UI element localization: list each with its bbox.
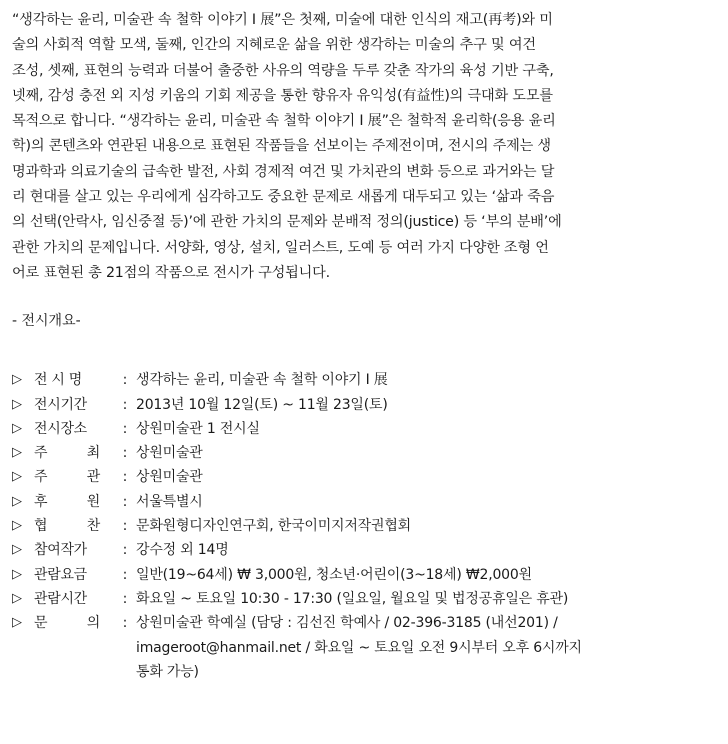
intro-line: 명과학과 의료기술의 급속한 발전, 사회 경제적 여건 및 가치관의 변화 등으로 과거와는 달 <box>12 163 555 180</box>
info-value: 일반(19~64세) ₩ 3,000원, 청소년·어린이(3~18세) ₩2,000원 <box>136 566 532 583</box>
intro-line: 넷째, 감성 충전 외 지성 키움의 기회 제공을 통한 향유자 유익성(有益性)의 극대화 도모를 <box>12 87 553 104</box>
info-row-artists <box>12 538 716 562</box>
info-label: 관람시간 <box>34 590 87 607</box>
intro-paragraph <box>12 8 716 286</box>
info-colon: : <box>122 372 128 389</box>
triangle-bullet-icon: ▷ <box>12 469 22 485</box>
info-colon: : <box>122 566 128 583</box>
triangle-bullet-icon: ▷ <box>12 542 22 558</box>
intro-line: 리 현대를 살고 있는 우리에게 심각하고도 중요한 문제로 새롭게 대두되고 있는 ‘삶과 죽음 <box>12 189 555 206</box>
info-row-contact <box>12 611 716 684</box>
info-value: 생각하는 윤리, 미술관 속 철학 이야기 I 展 <box>136 372 388 389</box>
triangle-bullet-icon: ▷ <box>12 396 22 412</box>
info-colon: : <box>122 590 128 607</box>
info-value: 강수정 외 14명 <box>136 542 229 559</box>
info-row-hours <box>12 587 716 611</box>
info-value <box>136 611 716 684</box>
info-colon: : <box>122 469 128 486</box>
intro-line: 조성, 셋째, 표현의 능력과 더불어 출중한 사유의 역량을 두루 갖춘 작가의 육성 기반 구축, <box>12 62 554 79</box>
triangle-bullet-icon: ▷ <box>12 420 22 436</box>
info-colon: : <box>122 420 128 437</box>
contact-line: 상원미술관 학예실 (담당 : 김선진 학예사 / 02-396-3185 (내선201) / <box>136 615 558 632</box>
info-row-organizer <box>12 465 716 489</box>
info-label: 전시장소 <box>34 420 87 437</box>
triangle-bullet-icon: ▷ <box>12 615 22 631</box>
info-colon: : <box>122 542 128 559</box>
info-label: 전 시 명 <box>34 372 82 389</box>
info-row-fee <box>12 563 716 587</box>
info-value: 서울특별시 <box>136 493 203 510</box>
intro-line: 목적으로 합니다. “생각하는 윤리, 미술관 속 철학 이야기 I 展”은 철학적 윤리학(응용 윤리 <box>12 113 556 130</box>
info-colon: : <box>122 445 128 462</box>
intro-line: “생각하는 윤리, 미술관 속 철학 이야기 I 展”은 첫째, 미술에 대한 인식의 재고(再考)와 미 <box>12 12 553 28</box>
info-colon: : <box>122 396 128 413</box>
info-value: 상원미술관 <box>136 469 203 486</box>
info-label: 전시기간 <box>34 396 87 413</box>
intro-line: 학)의 콘텐츠와 연관된 내용으로 표현된 작품들을 선보이는 주제전이며, 전시의 주제는 생 <box>12 138 551 155</box>
info-label: 참여작가 <box>34 542 87 559</box>
section-title: - 전시개요- <box>12 313 81 330</box>
triangle-bullet-icon: ▷ <box>12 445 22 461</box>
triangle-bullet-icon: ▷ <box>12 493 22 509</box>
info-label: 관람요금 <box>34 566 87 583</box>
info-colon: : <box>122 493 128 510</box>
info-colon: : <box>122 518 128 535</box>
info-row-title <box>12 368 716 392</box>
info-label: 문 의 <box>34 615 100 632</box>
info-label: 협 찬 <box>34 518 100 535</box>
info-row-host <box>12 441 716 465</box>
info-row-cooperation <box>12 514 716 538</box>
contact-line: 통화 가능) <box>136 663 199 680</box>
intro-line: 어로 표현된 총 21점의 작품으로 전시가 구성됩니다. <box>12 264 330 281</box>
info-row-venue <box>12 417 716 441</box>
intro-line: 술의 사회적 역할 모색, 둘째, 인간의 지혜로운 삶을 위한 생각하는 미술의 추구 및 여건 <box>12 37 536 54</box>
info-value: 2013년 10월 12일(토) ~ 11월 23일(토) <box>136 396 388 413</box>
info-value: 상원미술관 <box>136 445 203 462</box>
info-value: 상원미술관 1 전시실 <box>136 420 260 437</box>
info-row-sponsor <box>12 490 716 514</box>
intro-line: 의 선택(안락사, 임신중절 등)’에 관한 가치의 문제와 분배적 정의(justice) 등 ‘부의 분배’에 <box>12 214 562 231</box>
contact-line: imageroot@hanmail.net / 화요일 ~ 토요일 오전 9시부터 오후 6시까지 <box>136 639 582 656</box>
triangle-bullet-icon: ▷ <box>12 566 22 582</box>
info-label: 주 최 <box>34 445 100 462</box>
exhibition-info-list <box>12 368 716 684</box>
triangle-bullet-icon: ▷ <box>12 372 22 388</box>
info-colon: : <box>122 615 128 632</box>
triangle-bullet-icon: ▷ <box>12 590 22 606</box>
info-label: 후 원 <box>34 493 100 510</box>
triangle-bullet-icon: ▷ <box>12 518 22 534</box>
intro-line: 관한 가치의 문제입니다. 서양화, 영상, 설치, 일러스트, 도예 등 여러 가지 다양한 조형 언 <box>12 239 549 256</box>
info-value: 문화원형디자인연구회, 한국이미지저작권협회 <box>136 518 411 535</box>
info-value: 화요일 ~ 토요일 10:30 - 17:30 (일요일, 월요일 및 법정공휴일은 휴관) <box>136 590 569 607</box>
info-label: 주 관 <box>34 469 100 486</box>
info-row-period <box>12 393 716 417</box>
